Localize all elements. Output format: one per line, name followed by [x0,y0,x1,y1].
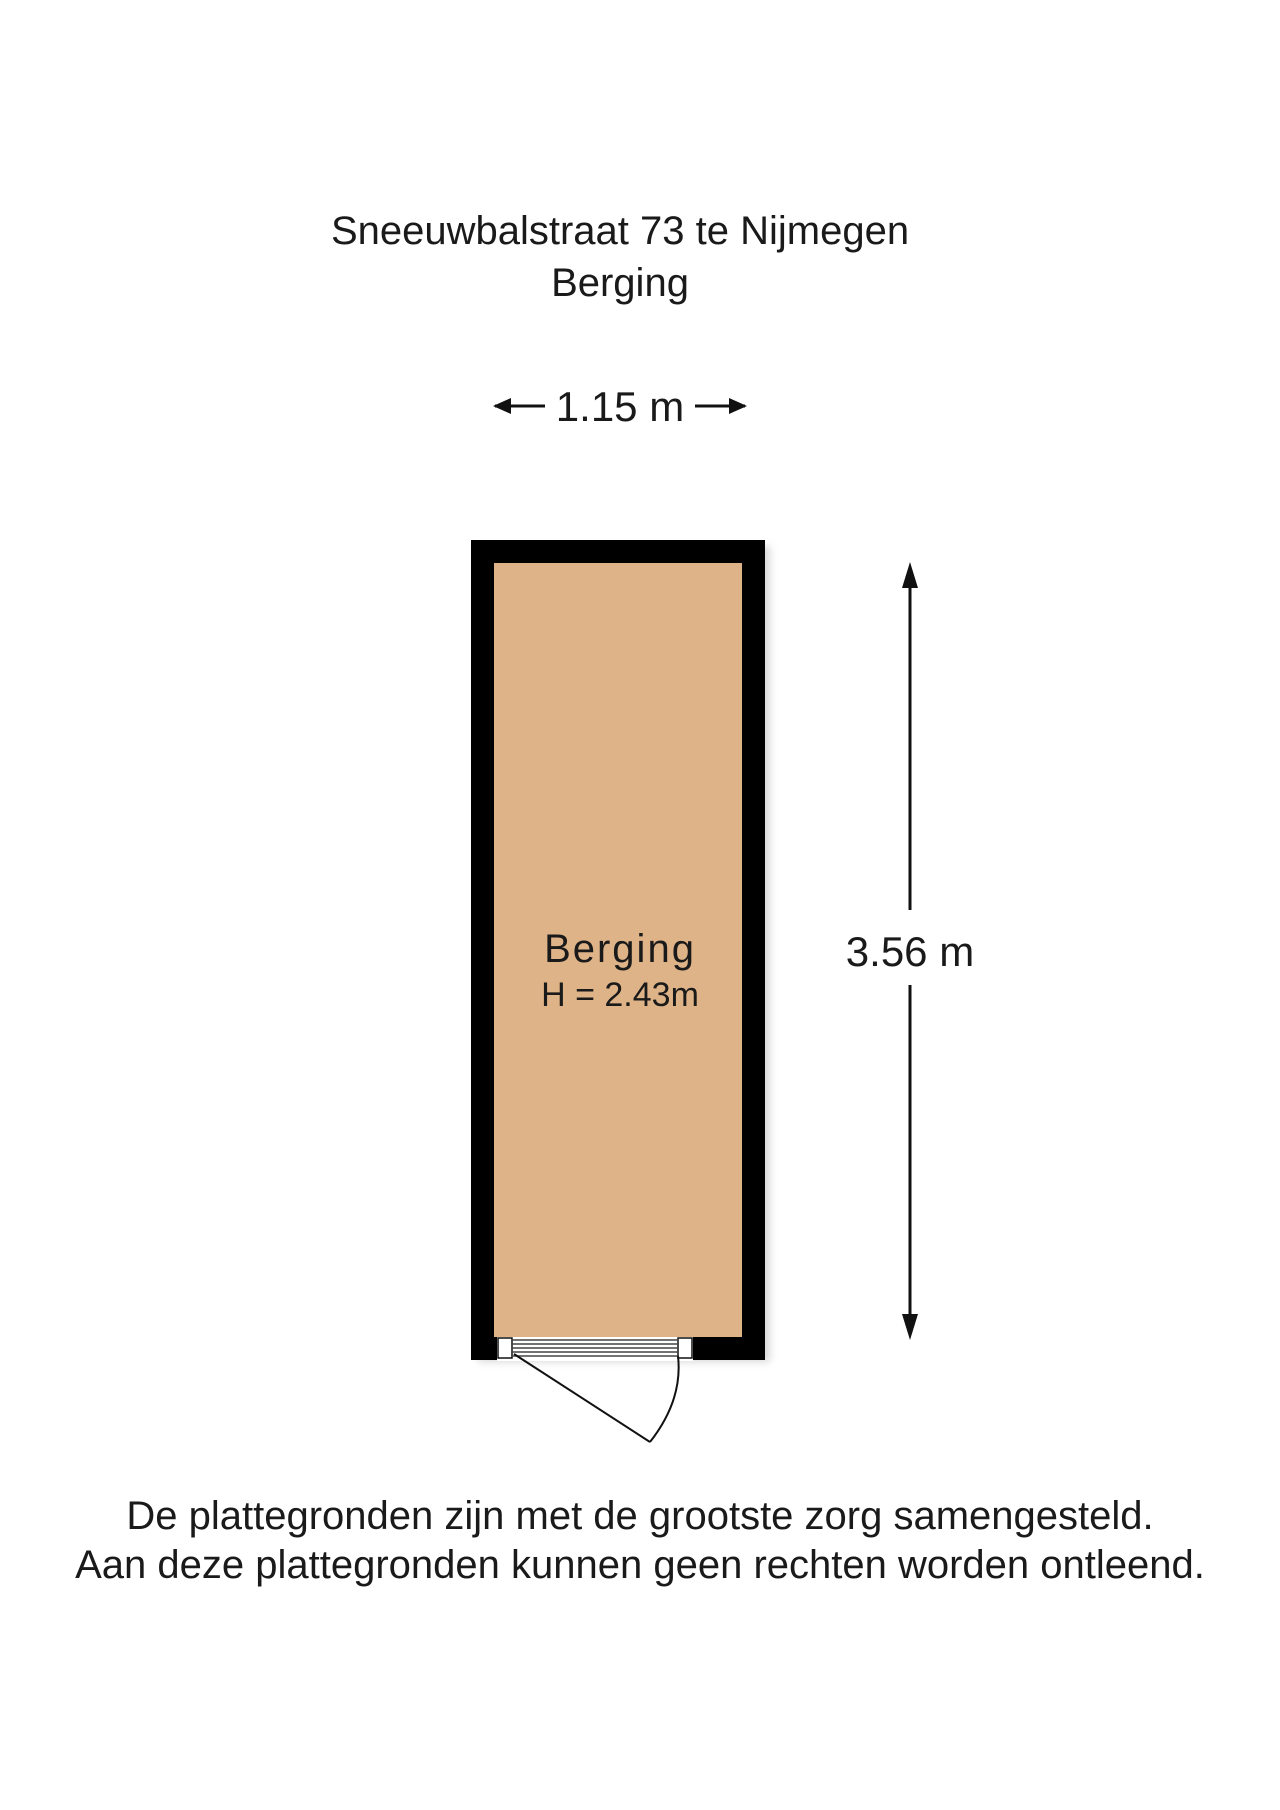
address-title: Sneeuwbalstraat 73 te Nijmegen [330,209,910,253]
floor-title: Berging [551,261,689,305]
height-label: 3.56 m [845,928,975,975]
room-ceiling-height: H = 2.43m [541,976,699,1014]
door-swing-icon [497,1337,693,1442]
width-label: 1.15 m [555,383,685,430]
height-dimension [846,562,974,1340]
disclaimer-line-1: De plattegronden zijn met de grootste zorg samengesteld. [126,1494,1154,1538]
width-dimension [493,383,747,430]
disclaimer-line-2: Aan deze plattegronden kunnen geen rechten worden ontleend. [75,1543,1205,1587]
room-name: Berging [544,927,696,971]
disclaimer [0,1492,1280,1590]
